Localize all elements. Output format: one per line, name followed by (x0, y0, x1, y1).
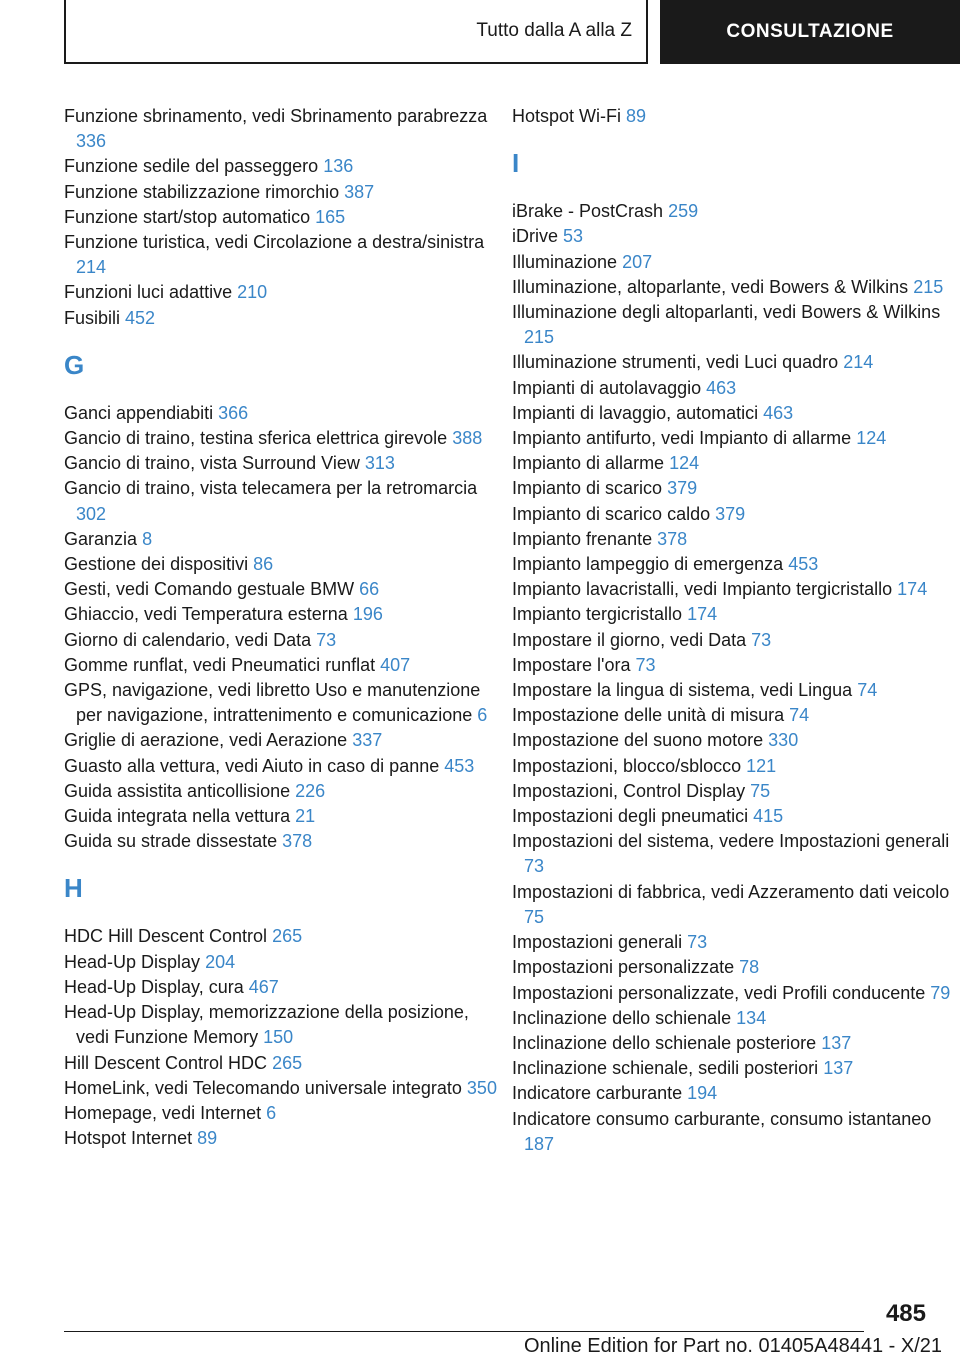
index-entry (64, 527, 504, 552)
index-page-link[interactable]: 75 (750, 780, 771, 801)
index-entry-text: Funzione sedile del passeggero (64, 156, 319, 177)
index-entry (512, 104, 952, 129)
index-entry-text: Impostazioni di fabbrica, vedi Azzeramento dati veicolo (512, 881, 950, 902)
index-letter-heading: I (512, 148, 520, 179)
index-entry (64, 577, 504, 602)
index-page-link[interactable]: 174 (897, 579, 928, 600)
index-entry-text: Hotspot Wi-Fi (512, 106, 622, 126)
index-entry-text: Funzione sbrinamento, vedi Sbrinamento parabrezza (64, 106, 488, 126)
index-entry (64, 205, 504, 230)
index-page-link[interactable]: 207 (622, 251, 653, 272)
index-entry-text: Impianti di lavaggio, automatici (512, 402, 759, 423)
section-header (64, 0, 648, 64)
index-page-link[interactable]: 86 (253, 554, 274, 575)
index-entry (64, 451, 504, 476)
index-page-link[interactable]: 453 (788, 554, 819, 575)
index-entry-text: Impostazione del suono motore (512, 730, 764, 751)
index-entry-text: Guasto alla vettura, vedi Aiuto in caso di panne (64, 755, 440, 776)
index-column-right (512, 104, 952, 1157)
index-entry (64, 975, 504, 1000)
index-entry-text: Impostare l'ora (512, 654, 631, 675)
index-entry (64, 1076, 504, 1101)
index-entry (64, 653, 504, 678)
index-page-link[interactable]: 265 (272, 926, 303, 947)
index-entry-text: Head-Up Display (64, 951, 201, 972)
index-entry-text: Impianto lavacristalli, vedi Impianto tergicristallo (512, 579, 893, 600)
index-page-link[interactable]: 214 (76, 257, 107, 278)
index-page-link[interactable]: 336 (76, 131, 107, 152)
index-entry-text: Gancio di traino, testina sferica elettrica girevole (64, 428, 448, 449)
index-entry (64, 552, 504, 577)
index-page-link[interactable]: 165 (315, 206, 346, 227)
index-entry-text: Ghiaccio, vedi Temperatura esterna (64, 604, 348, 625)
index-entry (512, 779, 952, 804)
index-entry (64, 950, 504, 975)
index-page-link[interactable]: 366 (218, 402, 249, 423)
index-entry-text: GPS, navigazione, vedi libretto Uso e manutenzione per navigazione, intrattenimento e comunicazione (64, 680, 481, 726)
index-entry (64, 728, 504, 753)
index-entry-text: Impostazioni personalizzate (512, 957, 735, 978)
index-entry (512, 930, 952, 955)
index-entry (512, 653, 952, 678)
page-number: 485 (885, 1300, 926, 1327)
index-page-link[interactable]: 124 (856, 428, 887, 449)
index-entry (64, 754, 504, 779)
index-entry (512, 426, 952, 451)
index-entry-text: Impianto tergicristallo (512, 604, 683, 625)
index-entry (64, 180, 504, 205)
index-entry-text: iDrive (512, 226, 559, 247)
index-entry-text: Impostazioni del sistema, vedere Impostazioni generali (512, 831, 950, 852)
index-entry-text: Impostare il giorno, vedi Data (512, 629, 747, 650)
index-entry-text: Inclinazione schienale, sedili posteriori (512, 1058, 819, 1079)
index-page-link[interactable]: 210 (237, 282, 268, 303)
index-entry (512, 880, 952, 930)
index-entry-text: Griglie di aerazione, vedi Aerazione (64, 730, 348, 751)
index-entry (512, 628, 952, 653)
index-page-link[interactable]: 265 (272, 1052, 303, 1073)
index-entry (64, 426, 504, 451)
index-page-link[interactable]: 215 (913, 276, 944, 297)
index-entry (512, 754, 952, 779)
index-entry-text: Hotspot Internet (64, 1128, 193, 1149)
index-entry (64, 829, 504, 854)
index-entry (512, 476, 952, 501)
index-page-link[interactable]: 350 (466, 1077, 497, 1098)
index-entry (512, 224, 952, 249)
index-page-link[interactable]: 89 (197, 1128, 218, 1149)
index-page-link[interactable]: 21 (295, 806, 316, 827)
index-page-link[interactable]: 89 (626, 106, 647, 126)
index-entry (512, 300, 952, 350)
index-entry-text: Illuminazione, altoparlante, vedi Bowers & Wilkins (512, 276, 909, 297)
index-entry (512, 577, 952, 602)
index-entry-text: Impianto di scarico caldo (512, 503, 711, 524)
index-page-link[interactable]: 53 (563, 226, 584, 247)
index-entry (64, 602, 504, 627)
index-entry-text: Impianti di autolavaggio (512, 377, 702, 398)
index-entry (64, 280, 504, 305)
index-page-link[interactable]: 78 (739, 957, 760, 978)
index-entry (512, 275, 952, 300)
index-entry-text: HDC Hill Descent Control (64, 926, 268, 947)
index-page-link[interactable]: 6 (477, 705, 488, 726)
index-entry-text: HomeLink, vedi Telecomando universale integrato (64, 1077, 462, 1098)
index-page-link[interactable]: 187 (524, 1133, 555, 1154)
section-title: Tutto dalla A alla Z (476, 20, 632, 41)
index-page-link[interactable]: 204 (205, 951, 236, 972)
index-page-link[interactable]: 74 (857, 680, 878, 701)
index-page-link[interactable]: 302 (76, 503, 107, 524)
index-page-link[interactable]: 226 (295, 780, 326, 801)
index-page-link[interactable]: 137 (823, 1058, 854, 1079)
index-page-link[interactable]: 196 (352, 604, 383, 625)
index-page-link[interactable]: 150 (263, 1027, 294, 1048)
index-entry-text: Gomme runflat, vedi Pneumatici runflat (64, 654, 376, 675)
index-entry-text: Indicatore consumo carburante, consumo istantaneo (512, 1108, 932, 1129)
index-page-link[interactable]: 6 (266, 1102, 277, 1123)
index-page-link[interactable]: 134 (736, 1007, 767, 1028)
index-entry-text: Illuminazione (512, 251, 618, 272)
index-entry (64, 306, 504, 331)
index-entry-text: Impostare la lingua di sistema, vedi Lingua (512, 680, 853, 701)
index-page-link[interactable]: 136 (323, 156, 354, 177)
index-page-link[interactable]: 73 (524, 856, 545, 877)
index-column-left (64, 104, 504, 1151)
index-entry (64, 1000, 504, 1050)
index-entry-text: Head-Up Display, cura (64, 976, 244, 997)
index-entry-text: Guida integrata nella vettura (64, 806, 291, 827)
index-page-link[interactable]: 74 (789, 705, 810, 726)
index-entry (64, 230, 504, 280)
index-entry-text: iBrake - PostCrash (512, 201, 664, 222)
index-page-link[interactable]: 378 (282, 831, 313, 852)
index-entry (512, 678, 952, 703)
index-entry (512, 804, 952, 829)
chapter-tab (660, 0, 960, 64)
index-entry (512, 401, 952, 426)
index-entry-text: Fusibili (64, 307, 121, 328)
index-entry (512, 250, 952, 275)
index-page-link[interactable]: 121 (746, 755, 777, 776)
index-page-link[interactable]: 330 (768, 730, 799, 751)
index-page-link[interactable]: 452 (125, 307, 156, 328)
index-entry (64, 1126, 504, 1151)
index-entry-text: Funzione stabilizzazione rimorchio (64, 181, 340, 202)
index-page-link[interactable]: 415 (753, 806, 784, 827)
index-entry (512, 955, 952, 980)
index-entry (512, 527, 952, 552)
index-page-link[interactable]: 73 (687, 932, 708, 953)
index-entry-text: Guida su strade dissestate (64, 831, 278, 852)
index-entry-text: Impostazioni generali (512, 932, 683, 953)
index-entry-text: Illuminazione strumenti, vedi Luci quadro (512, 352, 839, 373)
index-page-link[interactable]: 73 (635, 654, 656, 675)
index-page-link[interactable]: 388 (452, 428, 483, 449)
index-entry (64, 804, 504, 829)
index-entry-text: Hill Descent Control HDC (64, 1052, 268, 1073)
index-entry-text: Impostazione delle unità di misura (512, 705, 785, 726)
index-entry-text: Ganci appendiabiti (64, 402, 214, 423)
index-entry-text: Homepage, vedi Internet (64, 1102, 262, 1123)
index-entry (64, 1051, 504, 1076)
index-page-link[interactable]: 337 (352, 730, 383, 751)
index-entry-text: Impianto antifurto, vedi Impianto di allarme (512, 428, 852, 449)
footer-divider (64, 1331, 864, 1332)
index-entry (64, 104, 504, 154)
index-entry-text: Illuminazione degli altoparlanti, vedi Bowers & Wilkins (512, 302, 941, 323)
index-entry (64, 154, 504, 179)
index-entry-text: Gancio di traino, vista telecamera per la retromarcia (64, 478, 478, 499)
footer-edition: Online Edition for Part no. 01405A48441 - X/21 (523, 1335, 942, 1357)
index-page-link[interactable]: 379 (667, 478, 698, 499)
index-entry-text: Impianto lampeggio di emergenza (512, 554, 784, 575)
index-page-link[interactable]: 73 (316, 629, 337, 650)
index-entry (64, 924, 504, 949)
index-page-link[interactable]: 407 (380, 654, 411, 675)
index-page-link[interactable]: 194 (687, 1083, 718, 1104)
index-page-link[interactable]: 215 (524, 327, 555, 348)
index-page-link[interactable]: 75 (524, 906, 545, 927)
index-page-link[interactable]: 313 (364, 453, 395, 474)
index-entry-text: Inclinazione dello schienale posteriore (512, 1032, 817, 1053)
index-entry-text: Impianto frenante (512, 528, 653, 549)
index-letter-heading: H (64, 873, 83, 904)
index-page-link[interactable]: 467 (248, 976, 279, 997)
index-entry-text: Impostazioni, blocco/sblocco (512, 755, 742, 776)
index-entry-text: Funzione start/stop automatico (64, 206, 311, 227)
index-page-link[interactable]: 79 (930, 982, 951, 1003)
index-entry (512, 502, 952, 527)
index-entry (64, 628, 504, 653)
index-entry (512, 552, 952, 577)
index-entry-text: Gestione dei dispositivi (64, 554, 249, 575)
index-entry-text: Impianto di allarme (512, 453, 665, 474)
index-entry (512, 981, 952, 1006)
index-page-link[interactable]: 463 (763, 402, 794, 423)
index-entry (64, 401, 504, 426)
index-entry (512, 376, 952, 401)
index-entry (512, 199, 952, 224)
index-entry (512, 703, 952, 728)
index-entry (512, 829, 952, 879)
index-entry-text: Funzione turistica, vedi Circolazione a destra/sinistra (64, 232, 485, 253)
index-entry (512, 1081, 952, 1106)
index-page-link[interactable]: 214 (843, 352, 874, 373)
index-page-link[interactable]: 259 (668, 201, 699, 222)
index-page-link[interactable]: 73 (751, 629, 772, 650)
chapter-title: CONSULTAZIONE (726, 21, 894, 42)
index-page-link[interactable]: 463 (706, 377, 737, 398)
index-entry-text: Gancio di traino, vista Surround View (64, 453, 360, 474)
index-page-link[interactable]: 124 (669, 453, 700, 474)
index-entry-text: Guida assistita anticollisione (64, 780, 291, 801)
index-page-link[interactable]: 378 (657, 528, 688, 549)
index-entry (512, 728, 952, 753)
index-page-link[interactable]: 66 (359, 579, 380, 600)
index-entry (512, 350, 952, 375)
index-entry-text: Giorno di calendario, vedi Data (64, 629, 312, 650)
index-page-link[interactable]: 174 (687, 604, 718, 625)
index-entry-text: Impostazioni degli pneumatici (512, 806, 749, 827)
index-entry (64, 1101, 504, 1126)
index-entry-text: Gesti, vedi Comando gestuale BMW (64, 579, 355, 600)
index-entry (512, 1006, 952, 1031)
index-entry (512, 1031, 952, 1056)
index-entry-text: Impianto di scarico (512, 478, 663, 499)
index-entry (512, 602, 952, 627)
index-entry (512, 1107, 952, 1157)
index-entry (512, 451, 952, 476)
index-entry (512, 1056, 952, 1081)
index-page-link[interactable]: 453 (444, 755, 475, 776)
index-letter-heading: G (64, 349, 85, 380)
index-entry (64, 476, 504, 526)
index-entry-text: Funzioni luci adattive (64, 282, 233, 303)
index-entry (64, 678, 504, 728)
index-entry-text: Impostazioni, Control Display (512, 780, 746, 801)
index-entry-text: Garanzia (64, 528, 138, 549)
index-entry-text: Impostazioni personalizzate, vedi Profili conducente (512, 982, 926, 1003)
index-entry-text: Head-Up Display, memorizzazione della posizione, vedi Funzione Memory (64, 1002, 469, 1048)
index-page-link[interactable]: 137 (821, 1032, 852, 1053)
index-page-link[interactable]: 387 (344, 181, 375, 202)
index-page-link[interactable]: 379 (715, 503, 746, 524)
index-entry (64, 779, 504, 804)
index-page-link[interactable]: 8 (142, 528, 153, 549)
index-entry-text: Inclinazione dello schienale (512, 1007, 732, 1028)
index-entry-text: Indicatore carburante (512, 1083, 683, 1104)
